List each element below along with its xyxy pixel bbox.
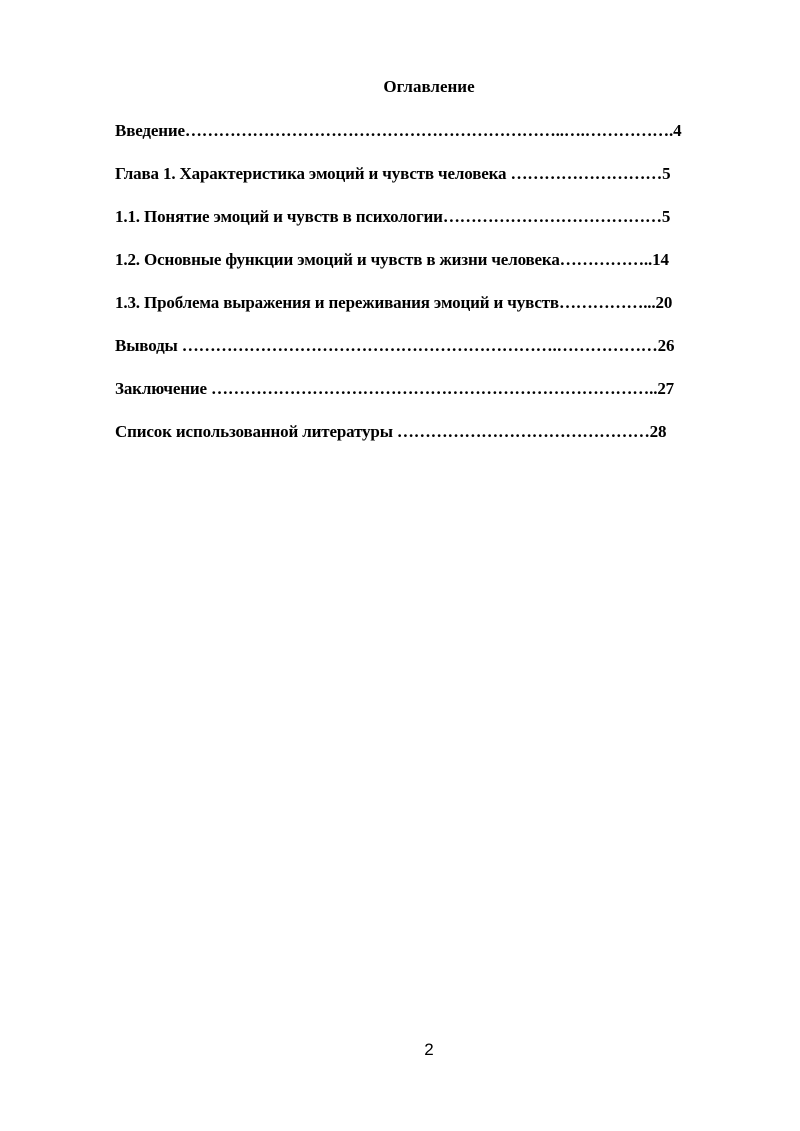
toc-entry-text: Глава 1. Характеристика эмоций и чувств человека ………………………5	[115, 164, 671, 183]
toc-entry-chapter-1	[115, 164, 755, 207]
toc-entry-conclusions	[115, 336, 755, 379]
toc-list	[115, 121, 755, 465]
toc-entry-section-1-1	[115, 207, 755, 250]
toc-entry-section-1-2	[115, 250, 755, 293]
toc-title: Оглавление	[383, 77, 475, 96]
toc-entry-text: Введение…………………………………………………………..….…………….4	[115, 121, 682, 140]
toc-entry-text: Список использованной литературы ………………………………………28	[115, 422, 667, 441]
toc-entry-introduction	[115, 121, 755, 164]
toc-entry-references	[115, 422, 755, 465]
toc-entry-section-1-3	[115, 293, 755, 336]
toc-entry-text: 1.3. Проблема выражения и переживания эмоций и чувств……………...20	[115, 293, 673, 312]
toc-entry-conclusion	[115, 379, 755, 422]
toc-entry-text: Выводы ………………………………………………………….………………26	[115, 336, 675, 355]
toc-entry-text: Заключение ……………………………………………………………………..27	[115, 379, 675, 398]
toc-entry-text: 1.1. Понятие эмоций и чувств в психологии…………………………………5	[115, 207, 671, 226]
toc-entry-text: 1.2. Основные функции эмоций и чувств в жизни человека……………..14	[115, 250, 669, 269]
page-number: 2	[424, 1040, 434, 1059]
